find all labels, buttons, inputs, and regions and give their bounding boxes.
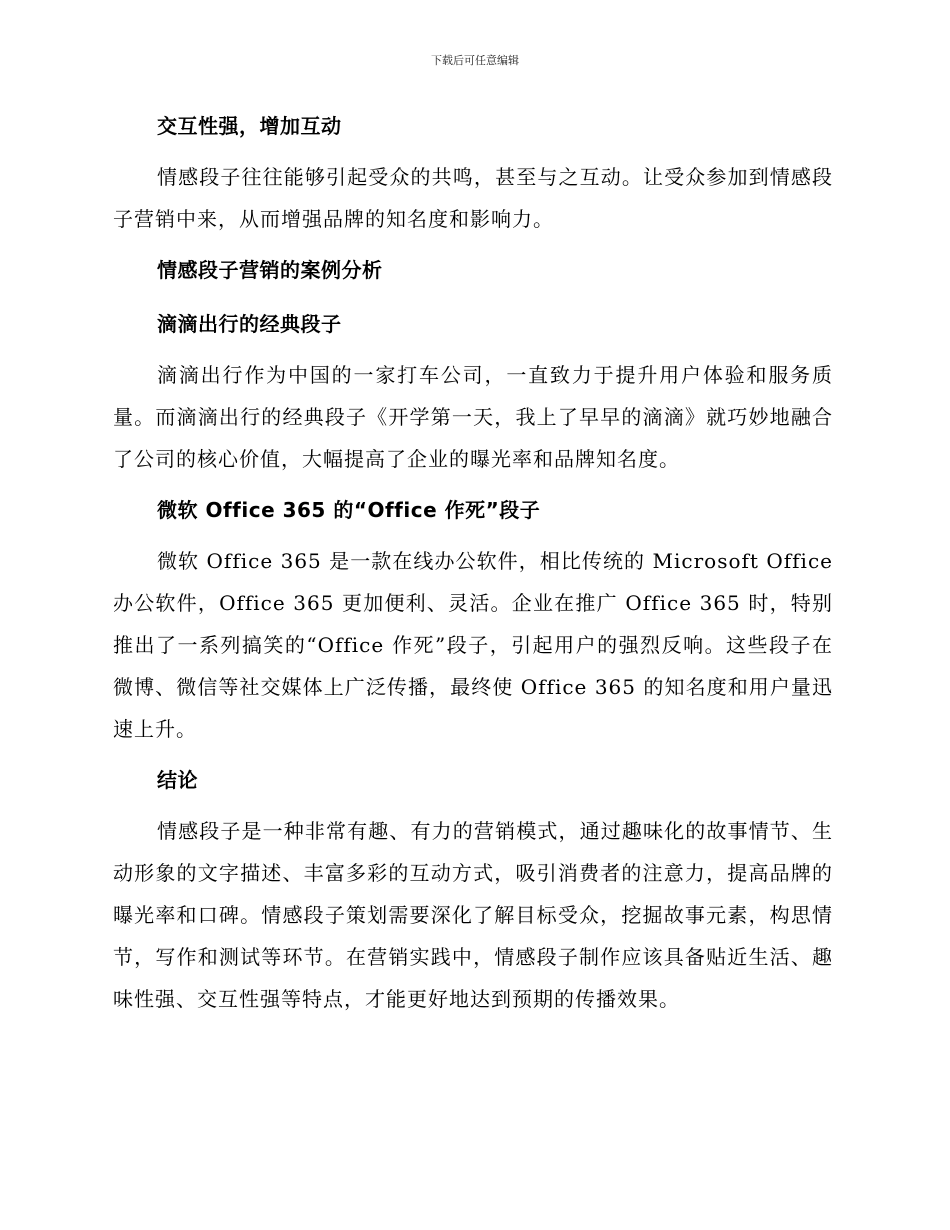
paragraph-office365: 微软 Office 365 是一款在线办公软件，相比传统的 Microsoft Office 办公软件，Office 365 更加便利、灵活。企业在推广 Office 365 时，特别推出了一系列搞笑的“Office 作死”段子，引起用户的强烈反响。这些段子在微博、微信等社交媒体上广泛传播，最终使 Office 365 的知名度和用户量迅速上升。 <box>113 549 833 741</box>
paragraph-conclusion: 情感段子是一种非常有趣、有力的营销模式，通过趣味化的故事情节、生动形象的文字描述、丰富多彩的互动方式，吸引消费者的注意力，提高品牌的曝光率和口碑。情感段子策划需要深化了解目标受众，挖掘故事元素，构思情节，写作和测试等环节。在营销实践中，情感段子制作应该具备贴近生活、趣味性强、交互性强等特点，才能更好地达到预期的传播效果。 <box>113 819 833 1011</box>
paragraph-interactivity: 情感段子往往能够引起受众的共鸣，甚至与之互动。让受众参加到情感段子营销中来，从而增强品牌的知名度和影响力。 <box>113 165 833 231</box>
heading-interactivity: 交互性强，增加互动 <box>157 114 342 138</box>
page-header: 下载后可任意编辑 <box>431 54 519 67</box>
heading-case-analysis: 情感段子营销的案例分析 <box>157 258 383 282</box>
document-body <box>113 110 833 1020</box>
heading-didi: 滴滴出行的经典段子 <box>157 312 342 336</box>
heading-conclusion: 结论 <box>157 768 198 792</box>
heading-office365: 微软 Office 365 的“Office 作死”段子 <box>157 498 541 522</box>
paragraph-didi: 滴滴出行作为中国的一家打车公司，一直致力于提升用户体验和服务质量。而滴滴出行的经典段子《开学第一天，我上了早早的滴滴》就巧妙地融合了公司的核心价值，大幅提高了企业的曝光率和品牌知名度。 <box>113 363 833 471</box>
